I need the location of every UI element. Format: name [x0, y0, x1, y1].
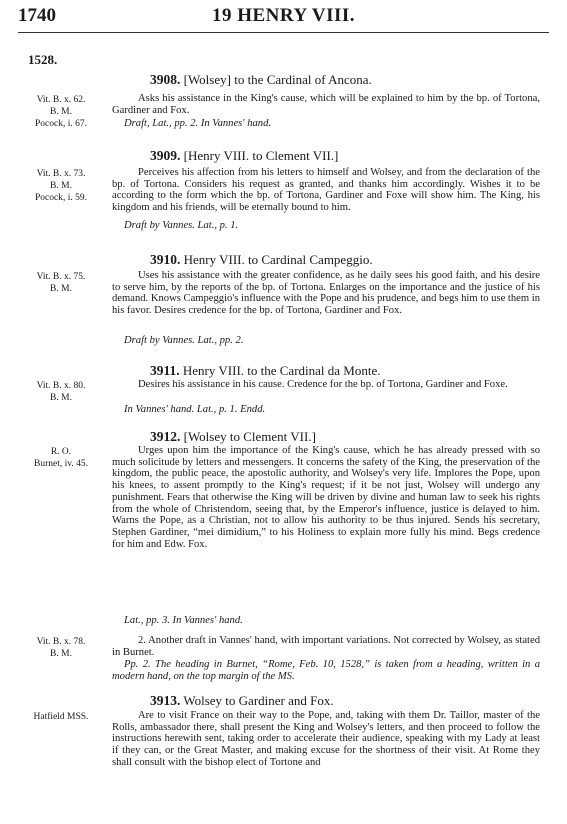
entry-note-2: Pp. 2. The heading in Burnet, “Rome, Feb. 10, 1528,” is taken from a heading, written in a modern hand, on the top margin of the MS.: [112, 659, 540, 682]
marginal-reference: Vit. B. x. 80. B. M.: [36, 381, 86, 403]
entry-number: 3913.: [150, 693, 181, 708]
entry-heading: [Wolsey to Clement VII.]: [183, 429, 316, 444]
marginal-reference: Vit. B. x. 75. B. M.: [36, 272, 86, 294]
entry-body: Asks his assistance in the King's cause, which will be explained to him by the bp. of Tortona, Gardiner and Fox.: [112, 93, 540, 116]
entry-title: [150, 363, 381, 379]
entry-heading: Wolsey to Gardiner and Fox.: [183, 693, 334, 708]
entry-body: Desires his assistance in his cause. Credence for the bp. of Tortona, Gardiner and Foxe.: [138, 379, 508, 390]
marginal-reference: Vit. B. x. 62. B. M. Pocock, i. 67.: [35, 95, 87, 129]
entry-note: Draft by Vannes. Lat., p. 1.: [124, 220, 239, 231]
entry-title: [150, 72, 372, 88]
entry-number: 3911.: [150, 363, 180, 378]
entry-body: Are to visit France on their way to the Pope, and, taking with them Dr. Taillor, master of the Rolls, ambassador there, shall present the King and Wolsey's letters, and then proceed to follow the instructions herewith sent, taking order to accelerate their audience, speaking with my Lady at least if they can, or the Great Master, and making excuse for the shortness of their visit. At Rome they shall consult with the bishop elect of Tortone and: [112, 710, 540, 768]
entry-body: Urges upon him the importance of the King's cause, which he has already pressed with so much solicitude by letters and messengers. It concerns the safety of the King, the preservation of the kingdom, the public peace, the apostolic authority, and Wolsey's very life. Implores the Pope, upon his knees, to assent promptly to the King's request; if it be not just, Wolsey will undergo any punishment. Fears that otherwise the King will be driven by divine and human law to seek his rights from the whole of Christendom, seeing that, by the Emperor's influence, justice is delayed to him. Warns the Pope, as a Christian, not to allow his authority to be thus injured. Sends his secretary, Stephen Gardiner, “mei dimidium,” to his Holiness to explain more fully his mind. Begs credence for him and Edw. Fox.: [112, 445, 540, 550]
marginal-reference-2: Vit. B. x. 78. B. M.: [36, 637, 86, 659]
entry-heading: [Henry VIII. to Clement VII.]: [183, 148, 339, 163]
marginal-reference: Vit. B. x. 73. B. M. Pocock, i. 59.: [35, 169, 87, 203]
entry-number: 3912.: [150, 429, 181, 444]
entry-heading: Henry VIII. to Cardinal Campeggio.: [183, 252, 373, 267]
entry-note: Draft by Vannes. Lat., pp. 2.: [124, 335, 244, 346]
entry-title: [150, 252, 373, 268]
entry-heading: Henry VIII. to the Cardinal da Monte.: [182, 363, 381, 378]
year-label: 1528.: [28, 52, 58, 67]
entry-number: 3909.: [150, 148, 181, 163]
entry-title: [150, 693, 334, 709]
entry-number: 3910.: [150, 252, 181, 267]
entry-note: Draft, Lat., pp. 2. In Vannes' hand.: [124, 118, 272, 129]
entry-heading: [Wolsey] to the Cardinal of Ancona.: [183, 72, 372, 87]
entry-title: [150, 148, 338, 164]
entry-body: Perceives his affection from his letters to himself and Wolsey, and from the declaration of the bp. of Tortona. Considers his request as granted, and thanks him accordingly. Wishes it to be according to the form which the bp. of Tortona, Gardiner and Foxe will show him. The King, his kingdom and his friends, will be eternally bound to him.: [112, 167, 540, 214]
marginal-reference: R. O. Burnet, iv. 45.: [33, 447, 88, 469]
entry-title: [150, 429, 316, 445]
page-number: 1740: [18, 5, 56, 26]
page-header: [18, 5, 549, 31]
entry-note: Lat., pp. 3. In Vannes' hand.: [124, 615, 243, 626]
entry-body: Uses his assistance with the greater confidence, as he daily sees his good faith, and his desire to serve him, by the reports of the bp. of Tortona. Enlarges on the importance and the justice of his demand. Knows Campeggio's influence with the Pope and his prudence, and begs him to use them in his favor. Desires credence for the bp. of Tortona, Gardiner and Fox.: [112, 270, 540, 317]
header-rule: [18, 32, 549, 33]
entry-body-2: 2. Another draft in Vannes' hand, with important variations. Not corrected by Wolsey, as stated in Burnet.: [112, 635, 540, 658]
entry-note: In Vannes' hand. Lat., p. 1. Endd.: [124, 404, 266, 415]
entry-number: 3908.: [150, 72, 181, 87]
marginal-reference: Hatfield MSS.: [33, 712, 89, 722]
running-title: 19 HENRY VIII.: [211, 5, 356, 26]
